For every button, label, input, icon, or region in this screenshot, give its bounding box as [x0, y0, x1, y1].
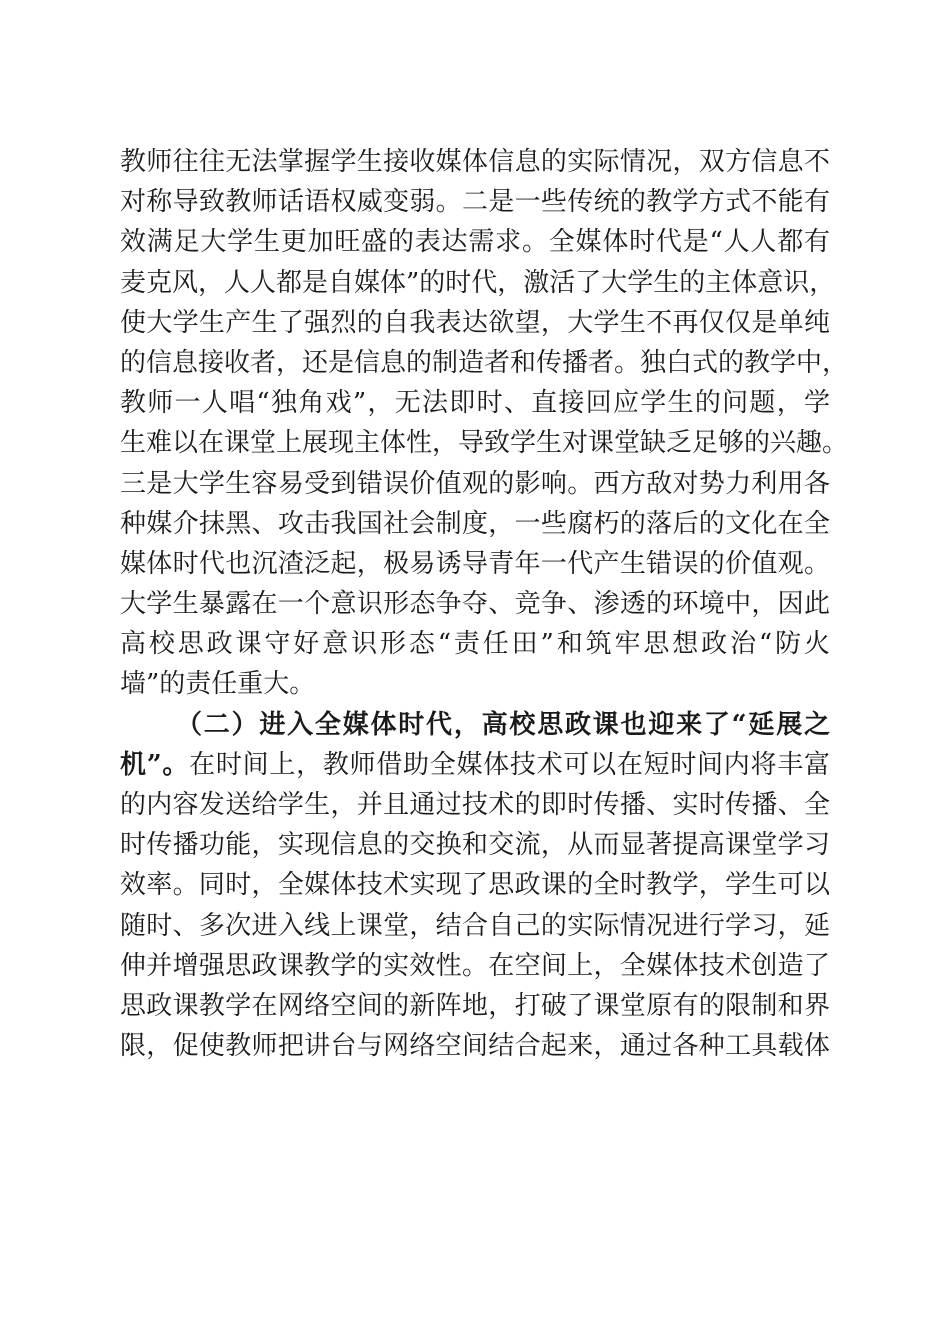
paragraph1-line-7: 教师一人唱“独角戏”，无法即时、直接回应学生的问题，学	[120, 388, 830, 419]
paragraph2-line-6: 随时、多次进入线上课堂，结合自己的实际情况进行学习，延	[120, 910, 830, 941]
paragraph1-line-3: 效满足大学生更加旺盛的表达需求。全媒体时代是“人人都有	[120, 227, 830, 258]
paragraph1-line-11: 媒体时代也沉渣泛起，极易诱导青年一代产生错误的价值观。	[120, 548, 830, 579]
paragraph1-line-6: 的信息接收者，还是信息的制造者和传播者。独白式的教学中，	[120, 347, 849, 378]
paragraph1-line-4: 麦克风，人人都是自媒体”的时代，激活了大学生的主体意识，	[120, 267, 836, 298]
paragraph2-line-4: 时传播功能，实现信息的交换和交流，从而显著提高课堂学习	[120, 830, 830, 861]
paragraph2-line-7: 伸并增强思政课教学的实效性。在空间上，全媒体技术创造了	[120, 950, 830, 981]
paragraph1-line-2: 对称导致教师话语权威变弱。二是一些传统的教学方式不能有	[120, 187, 830, 218]
paragraph2-line-8: 思政课教学在网络空间的新阵地，打破了课堂原有的限制和界	[120, 990, 830, 1021]
paragraph2-line-3: 的内容发送给学生，并且通过技术的即时传播、实时传播、全	[120, 790, 830, 820]
paragraph2-line-2	[120, 745, 830, 785]
paragraph1-line-10: 种媒介抹黑、攻击我国社会制度，一些腐朽的落后的文化在全	[120, 508, 830, 539]
paragraph2-line-2-text: 在时间上，教师借助全媒体技术可以在短时间内将丰富	[189, 749, 830, 780]
paragraph1-line-14: 墙”的责任重大。	[120, 669, 316, 700]
paragraph1-line-8: 生难以在课堂上展现主体性，导致学生对课堂缺乏足够的兴趣。	[120, 428, 849, 459]
paragraph1-line-9: 三是大学生容易受到错误价值观的影响。西方敌对势力利用各	[120, 468, 830, 499]
section-heading: （二）进入全媒体时代，高校思政课也迎来了“延展之	[176, 709, 830, 740]
paragraph1-line-5: 使大学生产生了强烈的自我表达欲望，大学生不再仅仅是单纯	[120, 307, 830, 338]
paragraph2-line-5: 效率。同时，全媒体技术实现了思政课的全时教学，学生可以	[120, 870, 830, 901]
paragraph1-line-1: 教师往往无法掌握学生接收媒体信息的实际情况，双方信息不	[120, 147, 830, 177]
paragraph2-line-9: 限，促使教师把讲台与网络空间结合起来，通过各种工具载体	[120, 1031, 830, 1062]
paragraph1-line-12: 大学生暴露在一个意识形态争夺、竞争、渗透的环境中，因此	[120, 589, 830, 620]
body-text	[120, 142, 849, 1066]
section-heading-continued: 机”。	[120, 749, 190, 780]
paragraph1-line-13: 高校思政课守好意识形态“责任田”和筑牢思想政治“防火	[120, 629, 830, 660]
